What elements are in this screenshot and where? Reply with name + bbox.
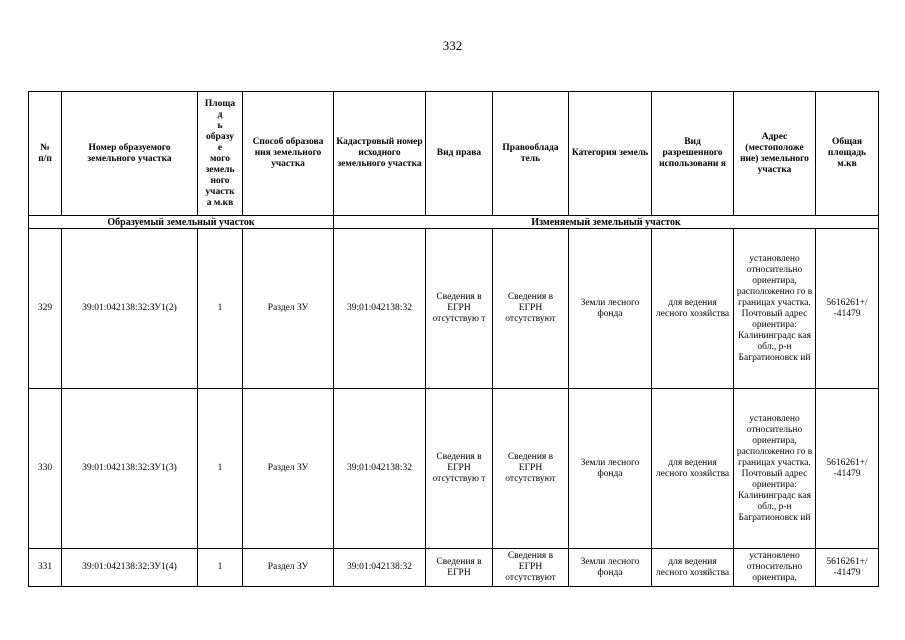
- header-holder: Правооблада тель: [493, 92, 569, 216]
- cell-plot-number: 39:01:042138:32:ЗУ1(3): [62, 389, 198, 549]
- cell-address: установлено относительно ориентира,: [734, 549, 816, 587]
- header-plot-number: Номер образуемого земельного участка: [62, 92, 198, 216]
- cell-total-area: 5616261+/ -41479: [816, 549, 879, 587]
- cell-category: Земли лесного фонда: [569, 549, 652, 587]
- header-total-area: Общая площадь м.кв: [816, 92, 879, 216]
- cell-plot-number: 39:01:042138:32:ЗУ1(4): [62, 549, 198, 587]
- header-right-type: Вид права: [426, 92, 493, 216]
- cell-holder: Сведения в ЕГРН отсутствуют: [493, 389, 569, 549]
- cell-address: установлено относительно ориентира, расположенно го в границах участка. Почтовый адрес ориентира: Калининградс кая обл., р-н Багратионовск ий: [734, 389, 816, 549]
- cell-method: Раздел ЗУ: [243, 549, 334, 587]
- cell-right-type: Сведения в ЕГРН отсутствую т: [426, 389, 493, 549]
- cell-address: установлено относительно ориентира, расположенно го в границах участка. Почтовый адрес ориентира: Калининградс кая обл., р-н Багратионовск ий: [734, 229, 816, 389]
- cell-cadastral: 39:01:042138:32: [334, 229, 426, 389]
- cell-holder: Сведения в ЕГРН отсутствуют: [493, 229, 569, 389]
- land-plots-table: [28, 91, 879, 587]
- cell-method: Раздел ЗУ: [243, 389, 334, 549]
- header-cadastral: Кадастровый номер исходного земельного участка: [334, 92, 426, 216]
- cell-area: 1: [198, 389, 243, 549]
- cell-right-type: Сведения в ЕГРН отсутствую т: [426, 229, 493, 389]
- cell-cadastral: 39:01:042138:32: [334, 549, 426, 587]
- header-num: № п/п: [29, 92, 62, 216]
- section-row: [29, 216, 879, 229]
- cell-category: Земли лесного фонда: [569, 389, 652, 549]
- cell-num: 329: [29, 229, 62, 389]
- table-header-row: [29, 92, 879, 216]
- table-row: [29, 229, 879, 389]
- header-method: Способ образова ния земельного участка: [243, 92, 334, 216]
- cell-method: Раздел ЗУ: [243, 229, 334, 389]
- cell-total-area: 5616261+/ -41479: [816, 389, 879, 549]
- cell-num: 330: [29, 389, 62, 549]
- cell-num: 331: [29, 549, 62, 587]
- section-left: Образуемый земельный участок: [29, 216, 334, 229]
- section-right: Изменяемый земельный участок: [334, 216, 879, 229]
- cell-holder: Сведения в ЕГРН отсутствуют: [493, 549, 569, 587]
- header-address: Адрес (местоположе ние) земельного участка: [734, 92, 816, 216]
- cell-category: Земли лесного фонда: [569, 229, 652, 389]
- header-area: Площа д ь образу е мого земель ного участк а м.кв: [198, 92, 243, 216]
- header-permitted-use: Вид разрешенного использовани я: [652, 92, 734, 216]
- header-category: Категория земель: [569, 92, 652, 216]
- cell-permitted-use: для ведения лесного хозяйства: [652, 549, 734, 587]
- cell-permitted-use: для ведения лесного хозяйства: [652, 389, 734, 549]
- page-number: 332: [442, 38, 463, 53]
- cell-area: 1: [198, 549, 243, 587]
- cell-total-area: 5616261+/ -41479: [816, 229, 879, 389]
- table-row: [29, 389, 879, 549]
- cell-permitted-use: для ведения лесного хозяйства: [652, 229, 734, 389]
- cell-area: 1: [198, 229, 243, 389]
- cell-plot-number: 39:01:042138:32:ЗУ1(2): [62, 229, 198, 389]
- cell-cadastral: 39:01:042138:32: [334, 389, 426, 549]
- table-row: [29, 549, 879, 587]
- cell-right-type: Сведения в ЕГРН: [426, 549, 493, 587]
